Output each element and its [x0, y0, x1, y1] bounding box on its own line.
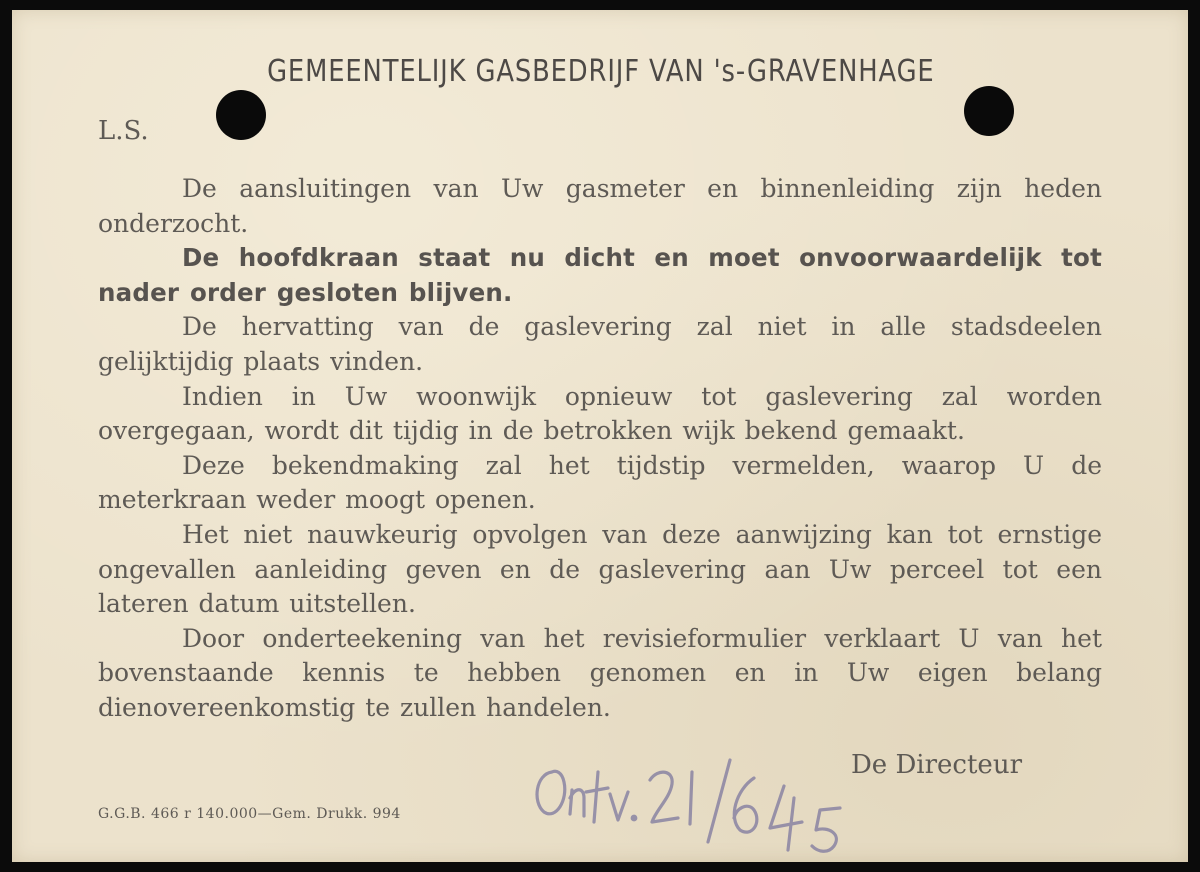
handwriting-letter-n [570, 790, 584, 816]
salutation: L.S. [98, 116, 149, 146]
printer-imprint: G.G.B. 466 r 140.000—Gem. Drukk. 994 [98, 806, 401, 822]
paragraph-accident-warning: Het niet nauwkeurig opvolgen van deze aanwijzing kan tot ernstige ongevallen aanleiding geven en de gaslevering aan Uw perceel tot een lateren datum uitstellen. [98, 519, 1102, 619]
punch-hole-right [964, 86, 1014, 136]
letter-body [98, 172, 1102, 726]
handwriting-digit-2 [650, 772, 678, 822]
paragraph-revision-form: Door onderteekening van het revisieformulier verklaart U van het bovenstaande kennis te hebben genomen en in Uw eigen belang dienovereenkomstig te zullen handelen. [98, 623, 1102, 722]
handwriting-digit-5 [812, 808, 840, 851]
handwriting-slash [708, 760, 730, 842]
paragraph-neighbourhood: Indien in Uw woonwijk opnieuw tot gaslevering zal worden overgegaan, wordt dit tijdig in de betrokken wijk bekend gemaakt. [98, 381, 1102, 446]
signature-director: De Directeur [850, 750, 1022, 780]
handwriting-letter-v [610, 792, 628, 820]
punch-hole-left [216, 90, 266, 140]
handwriting-period [632, 816, 636, 820]
paragraph-inspection: De aansluitingen van Uw gasmeter en binnenleiding zijn heden onderzocht. [98, 174, 1102, 238]
paragraph-resumption: De hervatting van de gaslevering zal niet in alle stadsdeelen gelijktijdig plaats vinden. [98, 312, 1102, 376]
handwriting-letter-o [537, 771, 565, 814]
handwriting-letter-t [586, 772, 608, 822]
paragraph-main-valve-warning: De hoofdkraan staat nu dicht en moet onvoorwaardelijk tot nader order gesloten blijven. [98, 243, 1102, 307]
handwriting-digit-4 [770, 786, 802, 850]
handwritten-received-note [522, 738, 852, 864]
handwriting-digit-1 [690, 772, 692, 824]
paragraph-announcement: Deze bekendmaking zal het tijdstip vermelden, waarop U de meterkraan weder moogt openen. [98, 450, 1102, 515]
handwriting-digit-6 [734, 778, 757, 832]
company-letterhead: GEMEENTELIJK GASBEDRIJF VAN 's-GRAVENHAGE [267, 54, 935, 89]
gas-company-notice-card [12, 10, 1188, 862]
